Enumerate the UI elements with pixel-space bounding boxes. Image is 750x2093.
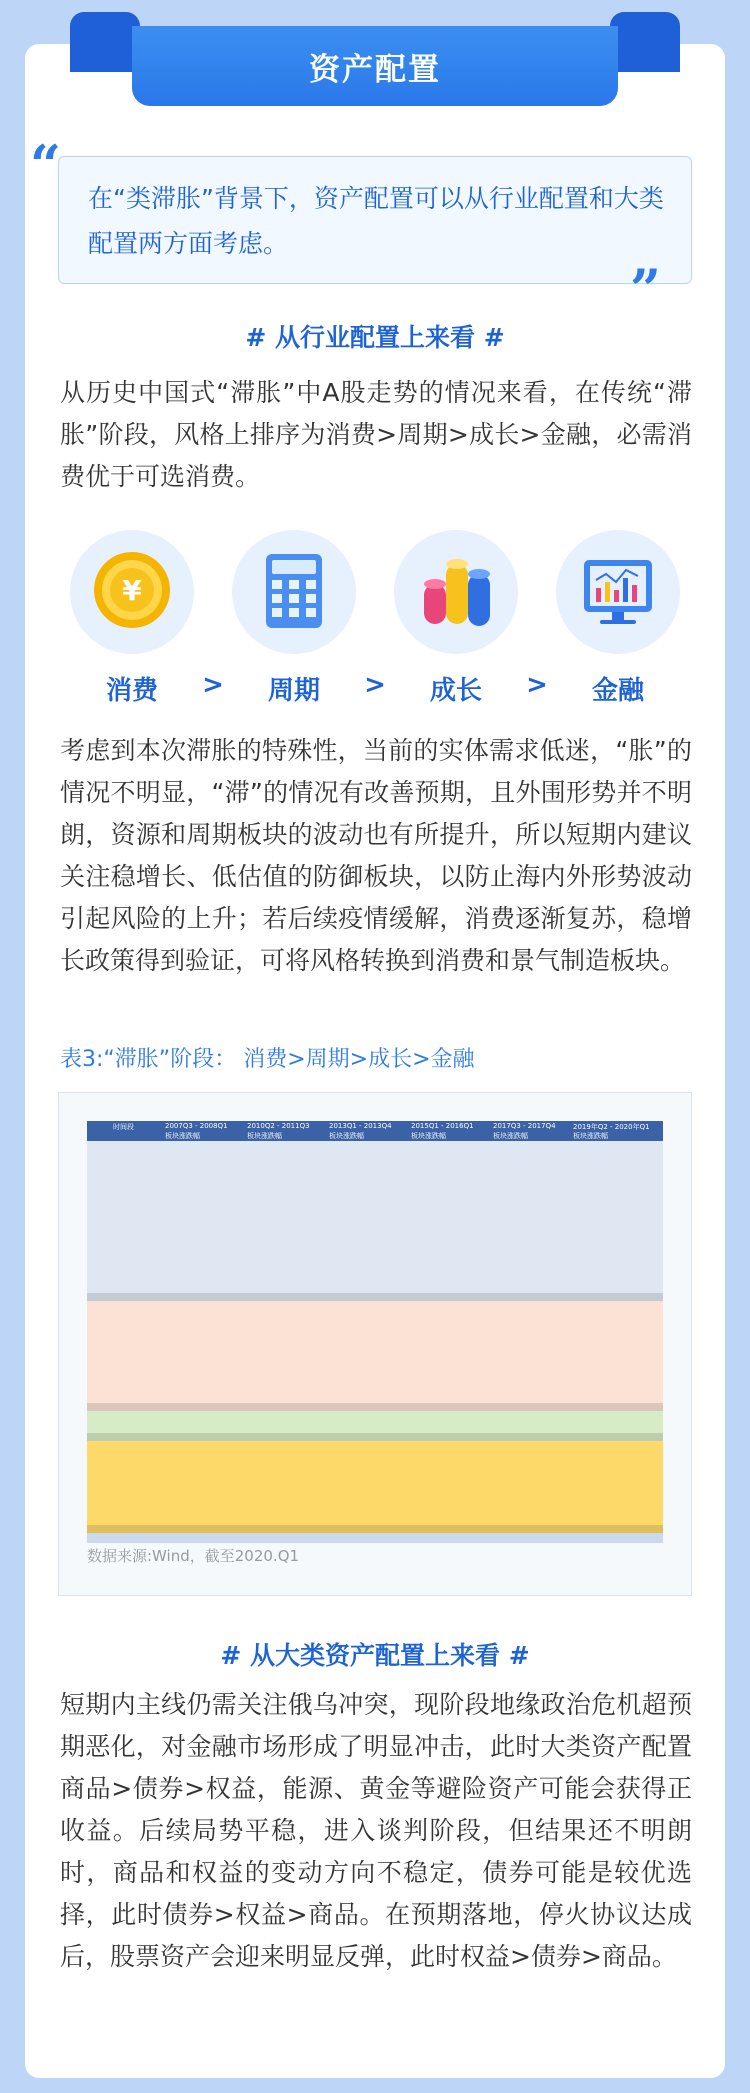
bar-chart-icon <box>394 530 518 654</box>
industry-paragraph-2: 考虑到本次滞胀的特殊性，当前的实体需求低迷，“胀”的情况不明显，“滞”的情况有改善预期，且外围形势并不明朗，资源和周期板块的波动也有所提升，所以短期内建议关注稳增长、低估值的防御板块，以防止海内外形势波动引起风险的上升；若后续疫情缓解，消费逐渐复苏，稳增长政策得到验证，可将风格转换到消费和景气制造板块。 <box>60 736 692 975</box>
avg-row <box>87 1403 663 1411</box>
close-quote-icon: ” <box>630 257 662 321</box>
ribbon-tab-left <box>70 12 140 72</box>
table-source: 数据来源:Wind，截至2020.Q1 <box>87 1547 300 1565</box>
subheader: 板块涨跌幅 <box>165 1132 200 1140</box>
band-cyclical <box>87 1141 663 1301</box>
asset-paragraph: 短期内主线仍需关注俄乌冲突，现阶段地缘政治危机超预期恶化，对金融市场形成了明显冲击，此时大类资产配置商品>债券>权益，能源、黄金等避险资产可能会获得正收益。后续局势平稳，进入谈判阶段，但结果还不明朗时，商品和权益的变动方向不稳定，债券可能是较优选择，此时债券>权益>商品。在预期落地，停火协议达成后，股票资产会迎来明显反弹，此时权益>债券>商品。 <box>60 1690 692 1971</box>
table-image <box>58 1092 692 1596</box>
header-ribbon <box>70 12 680 106</box>
band-growth <box>87 1441 663 1533</box>
open-quote-icon: “ <box>30 133 62 197</box>
section-heading-industry: # 从行业配置上来看 # <box>245 323 505 352</box>
subheader: 板块涨跌幅 <box>247 1132 282 1140</box>
band-total <box>87 1533 663 1543</box>
avg-row <box>87 1525 663 1533</box>
subheader: 板块涨跌幅 <box>573 1132 608 1140</box>
subheader: 板块涨跌幅 <box>329 1132 364 1140</box>
svg-text:¥: ¥ <box>122 574 142 607</box>
period-header: 2017Q3 - 2017Q4 <box>493 1122 556 1130</box>
monitor-chart-icon <box>556 530 680 654</box>
industry-paragraph-1: 从历史中国式“滞胀”中A股走势的情况来看，在传统“滞胀”阶段，风格上排序为消费>周期>成长>金融，必需消费优于可选消费。 <box>60 378 692 491</box>
avg-row <box>87 1433 663 1441</box>
ranking-label-finance: 金融 <box>591 676 644 706</box>
subheader: 板块涨跌幅 <box>411 1132 446 1140</box>
page-title: 资产配置 <box>132 26 618 106</box>
ranking-label-consumption: 消费 <box>105 676 158 706</box>
intro-text: 在“类滞胀”背景下，资产配置可以从行业配置和大类配置两方面考虑。 <box>88 184 664 258</box>
gt-separator: > <box>202 670 224 700</box>
period-header: 2007Q3 - 2008Q1 <box>165 1122 228 1130</box>
avg-row <box>87 1293 663 1301</box>
gt-separator: > <box>526 670 548 700</box>
band-consumption <box>87 1301 663 1411</box>
ranking-label-cyclical: 周期 <box>267 676 320 706</box>
period-header: 2015Q1 - 2016Q1 <box>411 1122 474 1130</box>
table-caption: 表3:“滞胀”阶段： 消费>周期>成长>金融 <box>60 1047 475 1072</box>
subheader: 板块涨跌幅 <box>493 1132 528 1140</box>
style-return-table <box>87 1121 663 1543</box>
ranking-label-growth: 成长 <box>429 676 482 706</box>
period-header: 2013Q1 - 2013Q4 <box>329 1122 392 1130</box>
table-header-row <box>87 1121 663 1141</box>
calculator-icon <box>232 530 356 654</box>
section-heading-asset: # 从大类资产配置上来看 # <box>220 1641 530 1670</box>
style-ranking <box>70 530 680 710</box>
gt-separator: > <box>364 670 386 700</box>
ribbon-tab-right <box>610 12 680 72</box>
table-header-label: 时间段 <box>113 1123 134 1131</box>
coin-icon <box>70 530 194 654</box>
period-header: 2019年Q2 - 2020年Q1 <box>573 1123 650 1131</box>
period-header: 2010Q2 - 2011Q3 <box>247 1122 310 1130</box>
